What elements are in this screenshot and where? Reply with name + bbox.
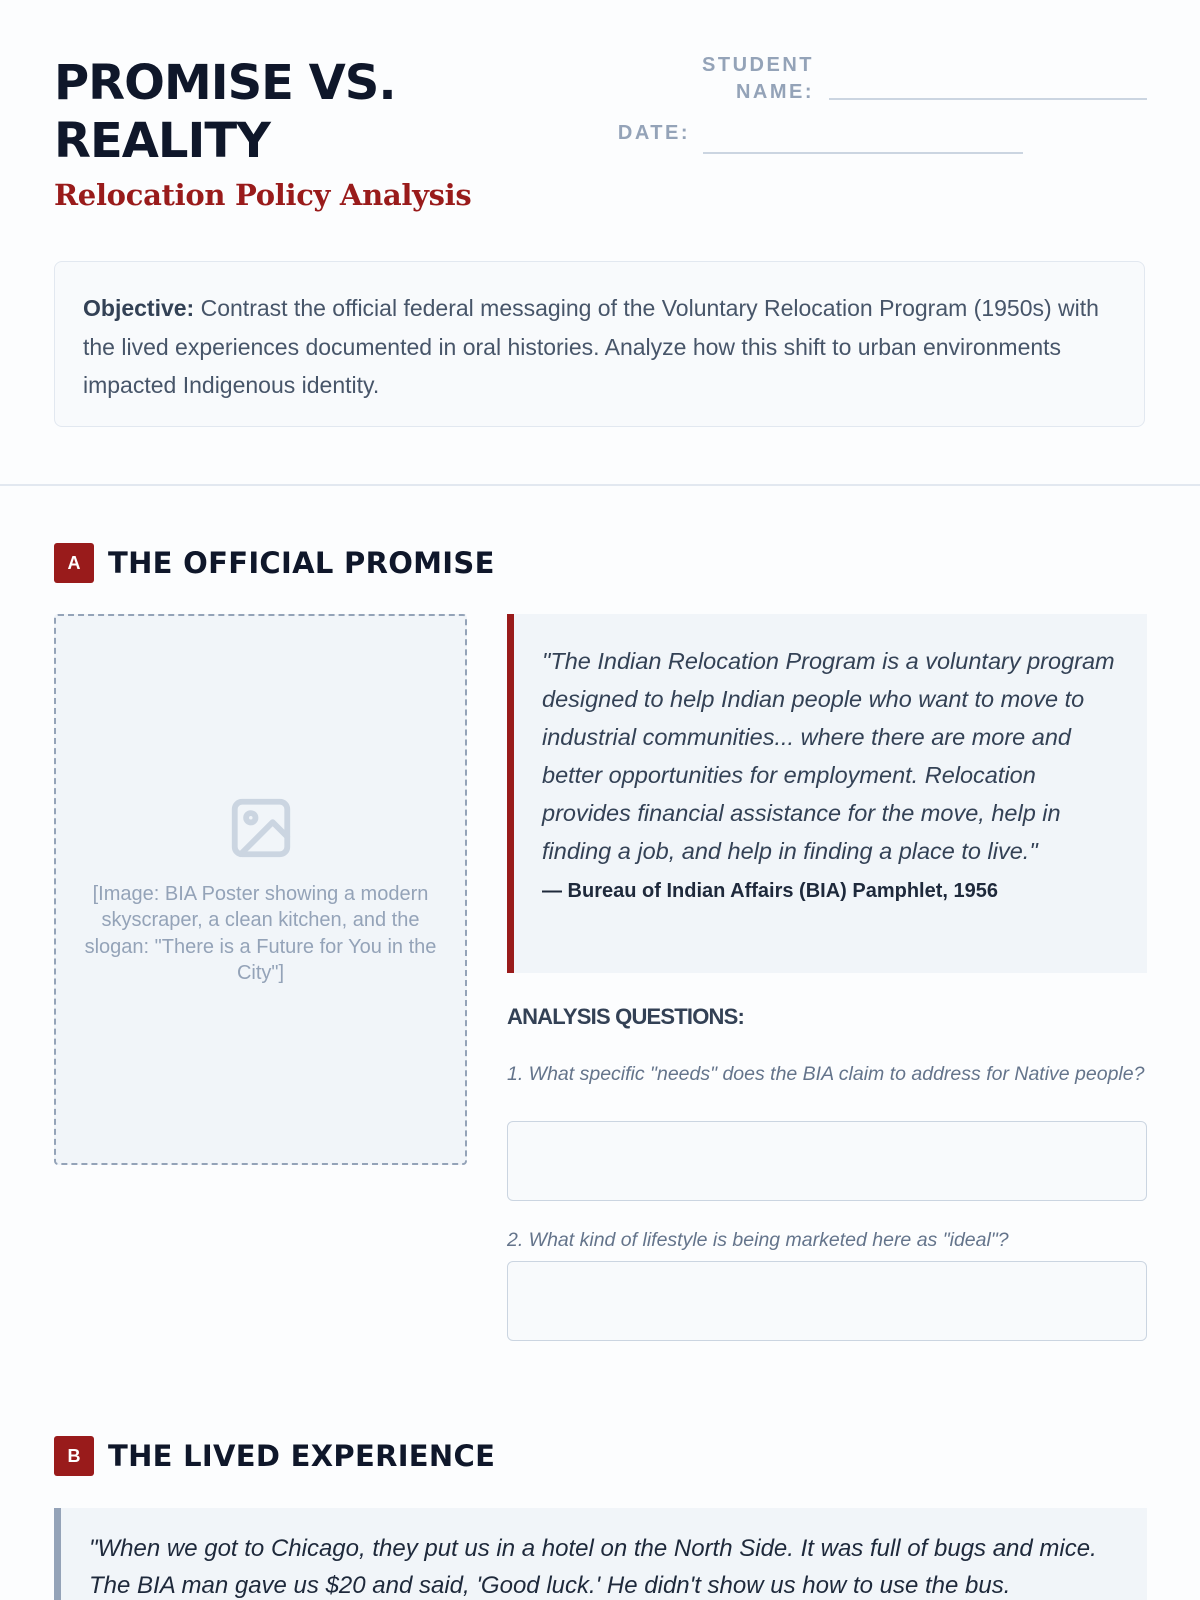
student-name-label: STUDENT NAME: bbox=[702, 54, 814, 103]
answer-1-field[interactable] bbox=[507, 1121, 1147, 1201]
objective-box bbox=[54, 261, 1145, 427]
poster-image-placeholder bbox=[54, 614, 467, 1165]
date-label: DATE: bbox=[617, 122, 690, 144]
objective-label: Objective: bbox=[83, 295, 195, 321]
question-1: 1. What specific "needs" does the BIA claim to address for Native people? bbox=[507, 1063, 1145, 1085]
section-a-badge: A bbox=[54, 543, 94, 583]
image-caption: [Image: BIA Poster showing a modern skyscraper, a clean kitchen, and the slogan: "There is a Future for You in the City"] bbox=[84, 882, 437, 984]
objective-text: Contrast the official federal messaging of the Voluntary Relocation Program (1950s) with the lived experiences documented in oral histories. Analyze how this shift to urban environments impacted Indigenous identity. bbox=[83, 295, 1099, 398]
answer-2-field[interactable] bbox=[507, 1261, 1147, 1341]
date-field[interactable] bbox=[703, 152, 1023, 154]
section-b-title: THE LIVED EXPERIENCE bbox=[108, 1439, 496, 1473]
bia-quote bbox=[507, 614, 1147, 973]
section-divider bbox=[0, 484, 1200, 486]
question-2: 2. What kind of lifestyle is being marketed here as "ideal"? bbox=[507, 1229, 1009, 1251]
section-a-title: THE OFFICIAL PROMISE bbox=[108, 546, 495, 580]
page-subtitle: Relocation Policy Analysis bbox=[54, 178, 472, 212]
analysis-questions-heading: ANALYSIS QUESTIONS: bbox=[507, 1004, 745, 1029]
section-a-header bbox=[54, 543, 495, 583]
page-title: PROMISE VS. REALITY bbox=[54, 55, 396, 169]
bia-quote-text: "The Indian Relocation Program is a voluntary program designed to help Indian people who want to move to industrial communities... where there are more and better opportunities for employment. Relocation provides financial assistance for the move, help in finding a job, and help in finding a place to live." bbox=[542, 648, 1115, 864]
image-icon bbox=[226, 793, 296, 863]
oral-history-quote bbox=[54, 1508, 1147, 1600]
bia-quote-citation: — Bureau of Indian Affairs (BIA) Pamphlet, 1956 bbox=[542, 880, 999, 902]
oral-history-quote-text: "When we got to Chicago, they put us in a hotel on the North Side. It was full of bugs and mice. The BIA man gave us $20 and said, 'Good luck.' He didn't show us how to use the bus. bbox=[89, 1535, 1097, 1599]
section-b-header bbox=[54, 1436, 495, 1476]
student-name-field[interactable] bbox=[829, 98, 1147, 100]
section-b-badge: B bbox=[54, 1436, 94, 1476]
